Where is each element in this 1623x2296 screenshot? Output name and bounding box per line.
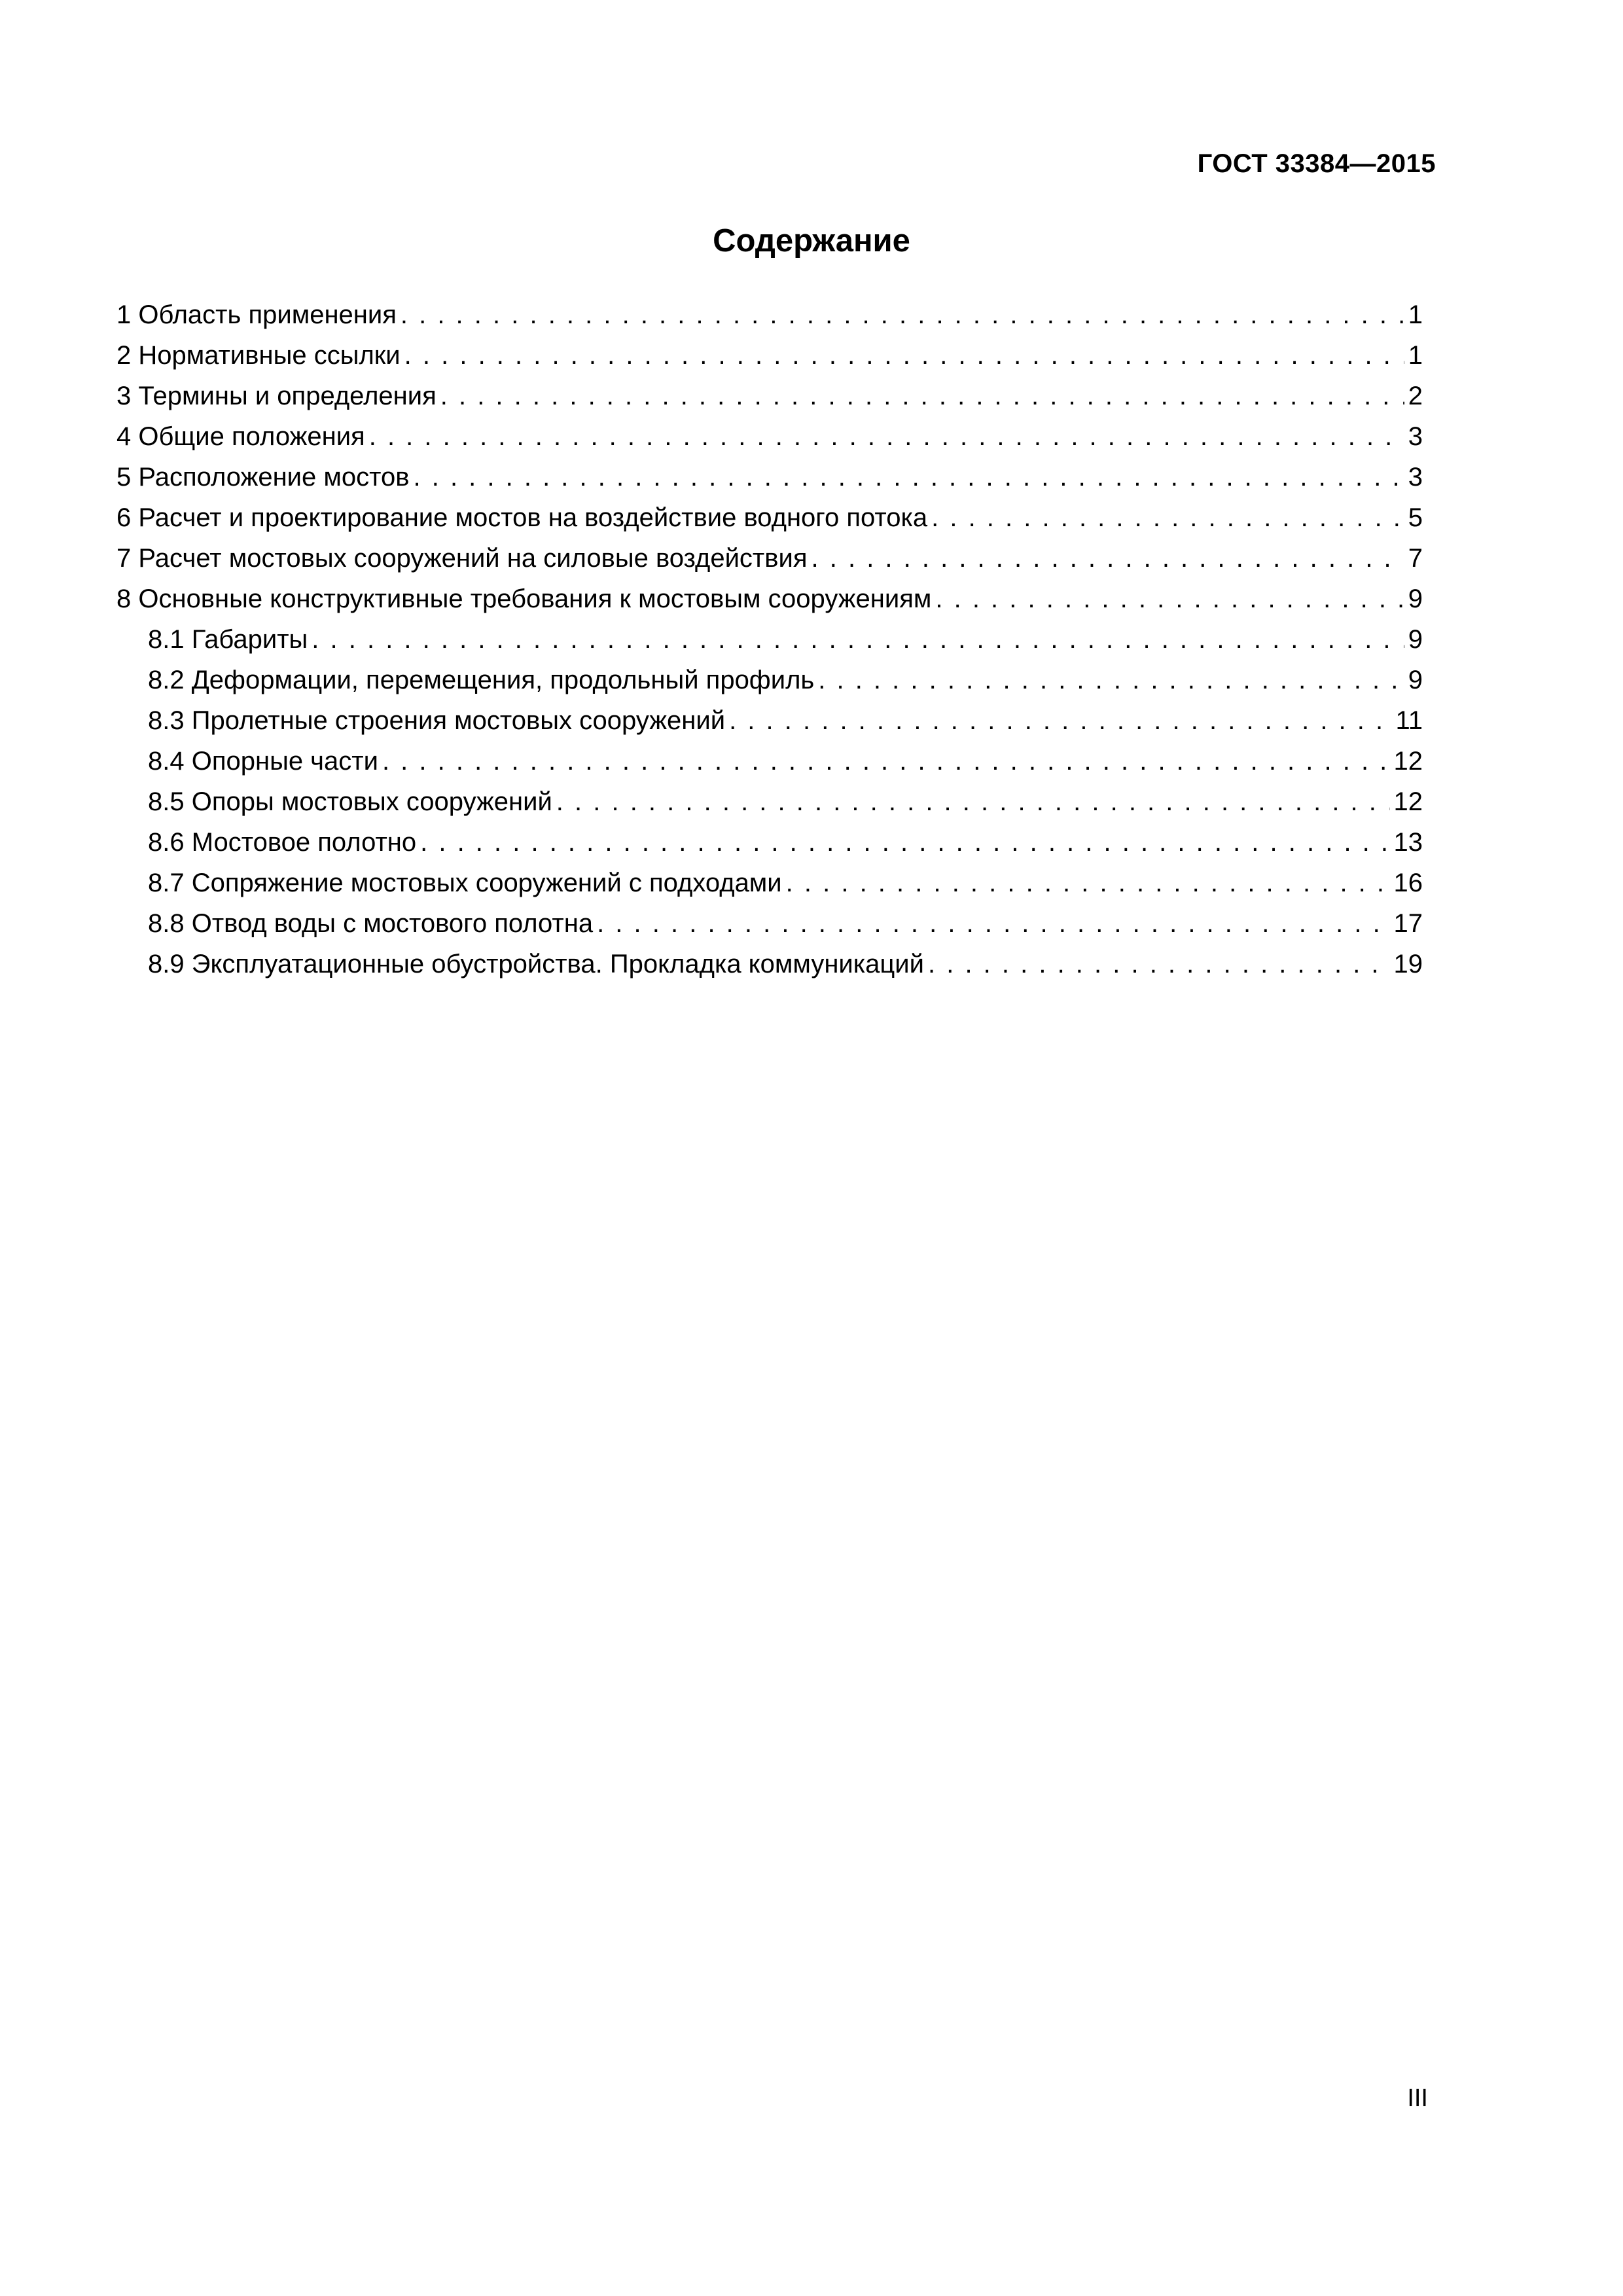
table-of-contents [116, 295, 1423, 984]
toc-leader-dots [729, 700, 1391, 741]
toc-entry-page: 13 [1393, 828, 1423, 857]
toc-entry-page: 9 [1408, 666, 1423, 694]
toc-entry-title: 4 Общие положения [116, 422, 365, 451]
toc-entry[interactable] [116, 295, 1423, 335]
toc-entry[interactable] [116, 741, 1423, 781]
toc-leader-dots [401, 295, 1404, 335]
toc-entry-title: 8.1 Габариты [148, 625, 308, 654]
toc-entry[interactable] [116, 700, 1423, 741]
toc-entry-page: 12 [1393, 787, 1423, 816]
toc-entry[interactable] [116, 497, 1423, 538]
toc-entry-title: 8.6 Мостовое полотно [148, 828, 417, 857]
toc-entry-page: 11 [1395, 706, 1423, 735]
toc-entry-title: 8.5 Опоры мостовых сооружений [148, 787, 552, 816]
toc-entry[interactable] [116, 457, 1423, 497]
toc-entry[interactable] [116, 781, 1423, 822]
toc-entry-page: 17 [1393, 909, 1423, 938]
toc-leader-dots [786, 863, 1390, 903]
toc-entry[interactable] [116, 416, 1423, 457]
toc-leader-dots [931, 497, 1404, 538]
toc-leader-dots [420, 822, 1389, 863]
toc-entry-page: 5 [1408, 503, 1423, 532]
toc-entry-title: 8.2 Деформации, перемещения, продольный профиль [148, 666, 815, 694]
toc-entry[interactable] [116, 619, 1423, 660]
toc-entry[interactable] [116, 538, 1423, 579]
toc-leader-dots [928, 944, 1390, 984]
toc-entry[interactable] [116, 822, 1423, 863]
toc-leader-dots [556, 781, 1390, 822]
toc-entry-title: 8.8 Отвод воды с мостового полотна [148, 909, 594, 938]
toc-leader-dots [818, 660, 1404, 700]
toc-entry[interactable] [116, 335, 1423, 376]
toc-entry-title: 2 Нормативные ссылки [116, 341, 401, 370]
toc-entry[interactable] [116, 660, 1423, 700]
toc-entry-page: 7 [1408, 544, 1423, 573]
toc-entry-title: 6 Расчет и проектирование мостов на воздействие водного потока [116, 503, 928, 532]
toc-entry-page: 2 [1408, 382, 1423, 410]
toc-entry[interactable] [116, 579, 1423, 619]
toc-heading: Содержание [713, 223, 910, 259]
toc-entry-title: 8.4 Опорные части [148, 747, 378, 776]
toc-entry[interactable] [116, 376, 1423, 416]
toc-entry-page: 1 [1408, 341, 1423, 370]
toc-entry-title: 8.3 Пролетные строения мостовых сооружений [148, 706, 726, 735]
toc-entry-title: 8.7 Сопряжение мостовых сооружений с подходами [148, 869, 782, 897]
toc-entry-title: 1 Область применения [116, 300, 397, 329]
toc-entry-page: 1 [1408, 300, 1423, 329]
toc-leader-dots [413, 457, 1404, 497]
toc-leader-dots [597, 903, 1389, 944]
toc-entry-page: 12 [1393, 747, 1423, 776]
toc-entry-title: 5 Расположение мостов [116, 463, 410, 492]
toc-entry-title: 7 Расчет мостовых сооружений на силовые воздействия [116, 544, 808, 573]
toc-entry[interactable] [116, 903, 1423, 944]
toc-entry-page: 3 [1408, 463, 1423, 492]
toc-entry-page: 9 [1408, 584, 1423, 613]
toc-leader-dots [812, 538, 1404, 579]
toc-leader-dots [935, 579, 1404, 619]
toc-entry[interactable] [116, 863, 1423, 903]
page-number: III [1407, 2085, 1428, 2112]
toc-entry-page: 3 [1408, 422, 1423, 451]
toc-entry[interactable] [116, 944, 1423, 984]
toc-leader-dots [312, 619, 1404, 660]
toc-entry-page: 19 [1393, 950, 1423, 978]
toc-entry-title: 3 Термины и определения [116, 382, 437, 410]
toc-leader-dots [369, 416, 1404, 457]
toc-leader-dots [382, 741, 1390, 781]
toc-entry-page: 16 [1393, 869, 1423, 897]
toc-entry-title: 8.9 Эксплуатационные обустройства. Прокладка коммуникаций [148, 950, 924, 978]
toc-leader-dots [404, 335, 1404, 376]
toc-entry-page: 9 [1408, 625, 1423, 654]
document-code: ГОСТ 33384—2015 [1197, 149, 1436, 178]
toc-leader-dots [440, 376, 1404, 416]
toc-entry-title: 8 Основные конструктивные требования к мостовым сооружениям [116, 584, 932, 613]
